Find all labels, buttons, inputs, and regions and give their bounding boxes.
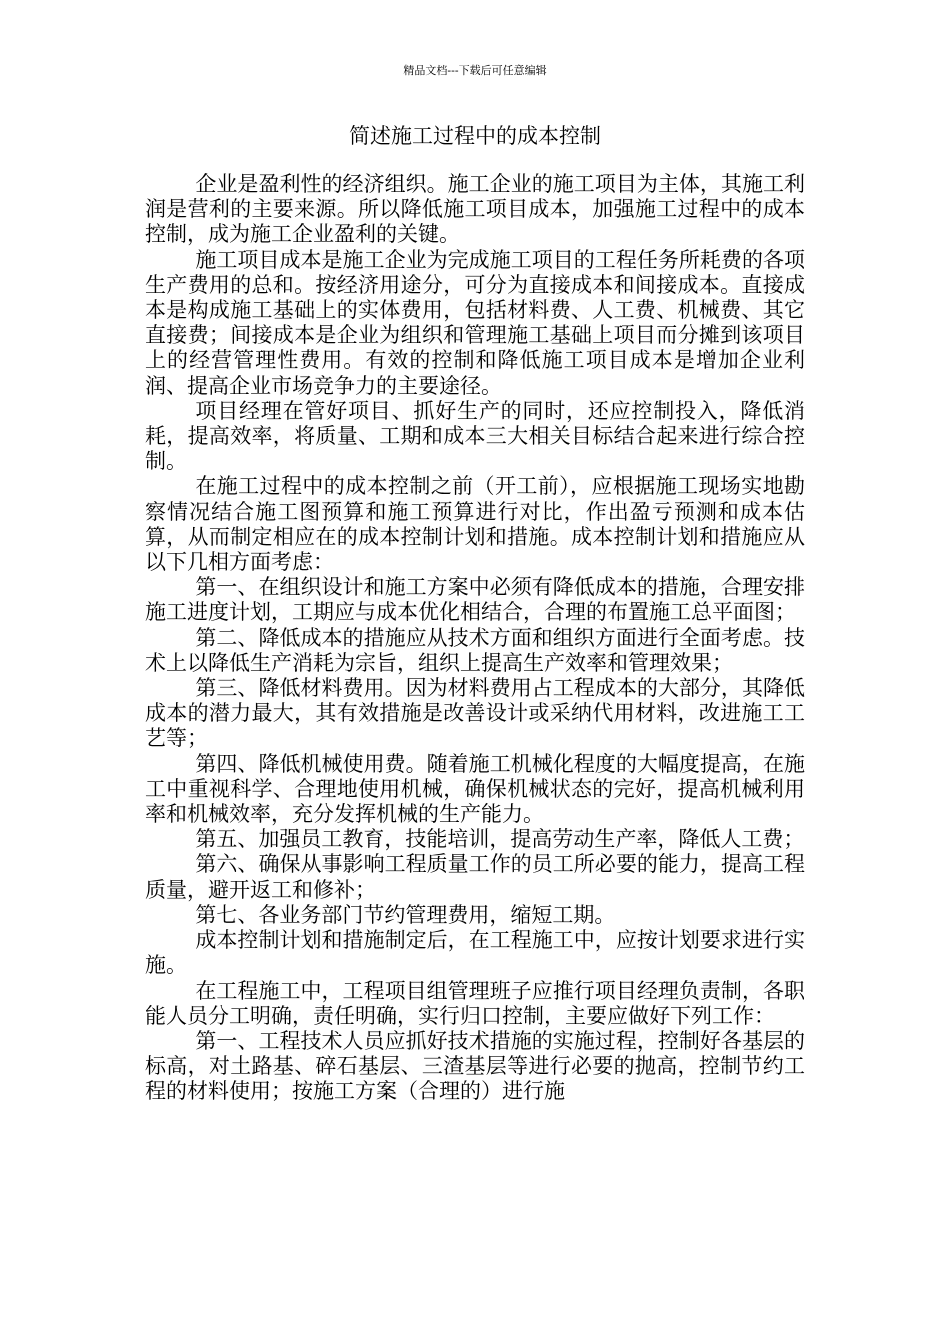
paragraph-pre-construction: 在施工过程中的成本控制之前（开工前），应根据施工现场实地勘察情况结合施工图预算和施工预算进行对比，作出盈亏预测和成本估算，从而制定相应在的成本控制计划和措施。成本控制计划和措施应从以下几相方面考虑： — [145, 474, 805, 575]
paragraph-measure-3: 第三、降低材料费用。因为材料费用占工程成本的大部分，其降低成本的潜力最大，其有效措施是改善设计或采纳代用材料，改进施工工艺等； — [145, 676, 805, 751]
document-body — [145, 172, 805, 1105]
paragraph-intro: 企业是盈利性的经济组织。施工企业的施工项目为主体，其施工利润是营利的主要来源。所以降低施工项目成本，加强施工过程中的成本控制，成为施工企业盈利的关键。 — [145, 172, 805, 247]
page-header-note: 精品文档---下载后可任意编辑 — [403, 64, 547, 77]
paragraph-project-manager: 项目经理在管好项目、抓好生产的同时，还应控制投入，降低消耗，提高效率，将质量、工期和成本三大相关目标结合起来进行综合控制。 — [145, 398, 805, 474]
paragraph-measure-5: 第五、加强员工教育，技能培训，提高劳动生产率，降低人工费； — [195, 827, 805, 852]
paragraph-implementation: 成本控制计划和措施制定后，在工程施工中，应按计划要求进行实施。 — [145, 928, 805, 978]
paragraph-measure-7: 第七、各业务部门节约管理费用，缩短工期。 — [195, 902, 616, 927]
document-title: 简述施工过程中的成本控制 — [349, 124, 601, 148]
paragraph-work-1: 第一、工程技术人员应抓好技术措施的实施过程，控制好各基层的标高，对土路基、碎石基层、三渣基层等进行必要的抛高，控制节约工程的材料使用；按施工方案（合理的）进行施 — [145, 1028, 805, 1104]
paragraph-measure-1: 第一、在组织设计和施工方案中必须有降低成本的措施，合理安排施工进度计划，工期应与成本优化相结合，合理的布置施工总平面图； — [145, 575, 805, 625]
paragraph-cost-definition: 施工项目成本是施工企业为完成施工项目的工程任务所耗费的各项生产费用的总和。按经济用途分，可分为直接成本和间接成本。直接成本是构成施工基础上的实体费用，包括材料费、人工费、机械费、其它直接费；间接成本是企业为组织和管理施工基础上项目而分摊到该项目上的经营管理性费用。有效的控制和降低施工项目成本是增加企业利润、提高企业市场竞争力的主要途径。 — [145, 247, 805, 398]
paragraph-measure-2: 第二、降低成本的措施应从技术方面和组织方面进行全面考虑。技术上以降低生产消耗为宗旨，组织上提高生产效率和管理效果； — [145, 625, 805, 675]
paragraph-measure-6: 第六、确保从事影响工程质量工作的员工所必要的能力，提高工程质量，避开返工和修补； — [145, 852, 805, 902]
paragraph-responsibility: 在工程施工中，工程项目组管理班子应推行项目经理负责制，各职能人员分工明确，责任明确，实行归口控制，主要应做好下列工作： — [145, 978, 805, 1028]
paragraph-measure-4: 第四、降低机械使用费。随着施工机械化程度的大幅度提高，在施工中重视科学、合理地使用机械，确保机械状态的完好，提高机械利用率和机械效率，充分发挥机械的生产能力。 — [145, 751, 805, 827]
